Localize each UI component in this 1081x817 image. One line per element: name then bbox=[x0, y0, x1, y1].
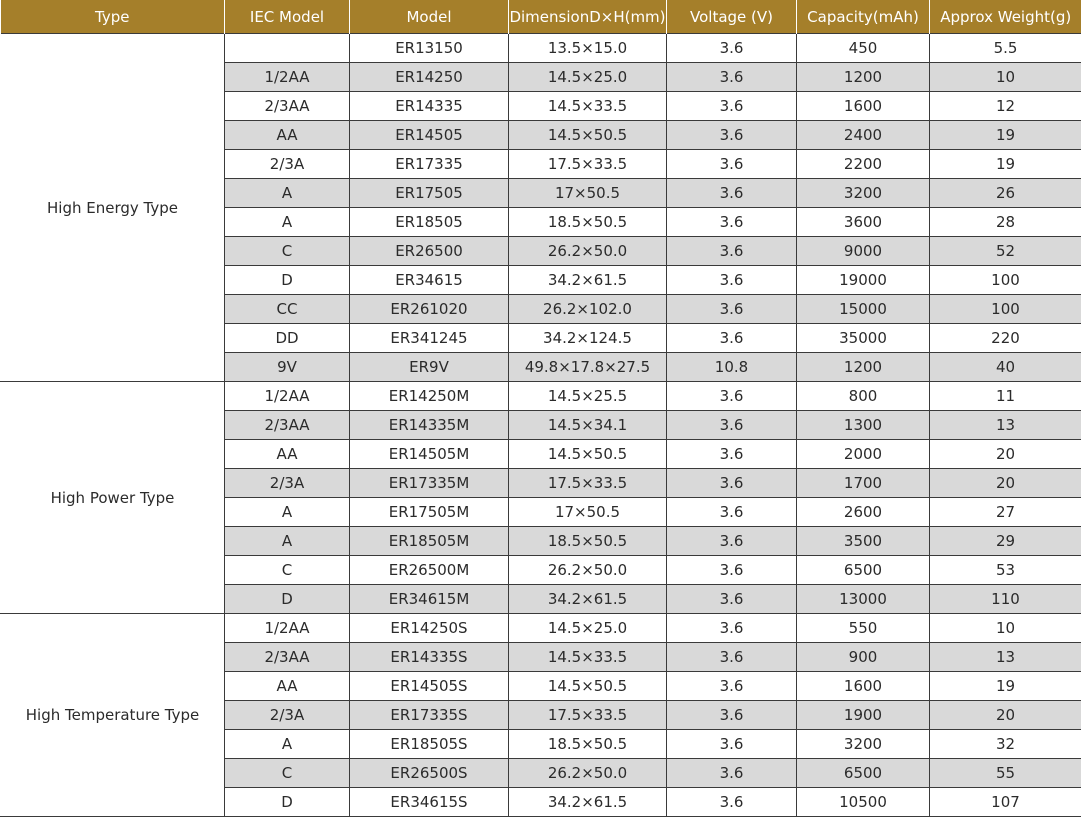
capacity-cell: 3200 bbox=[797, 179, 930, 208]
iec-model-cell: 1/2AA bbox=[225, 382, 350, 411]
model-cell: ER18505S bbox=[350, 730, 509, 759]
voltage-cell: 10.8 bbox=[667, 353, 797, 382]
voltage-cell: 3.6 bbox=[667, 759, 797, 788]
capacity-cell: 1300 bbox=[797, 411, 930, 440]
model-cell: ER26500M bbox=[350, 556, 509, 585]
weight-cell: 10 bbox=[930, 63, 1081, 92]
weight-cell: 40 bbox=[930, 353, 1081, 382]
iec-model-cell: D bbox=[225, 266, 350, 295]
dimension-cell: 18.5×50.5 bbox=[509, 730, 667, 759]
weight-cell: 52 bbox=[930, 237, 1081, 266]
iec-model-cell: 1/2AA bbox=[225, 63, 350, 92]
dimension-cell: 14.5×50.5 bbox=[509, 440, 667, 469]
table-row bbox=[1, 382, 1081, 411]
capacity-cell: 450 bbox=[797, 34, 930, 63]
voltage-cell: 3.6 bbox=[667, 788, 797, 817]
voltage-cell: 3.6 bbox=[667, 614, 797, 643]
weight-cell: 100 bbox=[930, 295, 1081, 324]
header-model: Model bbox=[350, 0, 509, 34]
voltage-cell: 3.6 bbox=[667, 382, 797, 411]
voltage-cell: 3.6 bbox=[667, 150, 797, 179]
model-cell: ER9V bbox=[350, 353, 509, 382]
capacity-cell: 9000 bbox=[797, 237, 930, 266]
iec-model-cell: DD bbox=[225, 324, 350, 353]
weight-cell: 5.5 bbox=[930, 34, 1081, 63]
iec-model-cell: AA bbox=[225, 672, 350, 701]
weight-cell: 20 bbox=[930, 469, 1081, 498]
model-cell: ER14250S bbox=[350, 614, 509, 643]
model-cell: ER18505 bbox=[350, 208, 509, 237]
table-body bbox=[1, 34, 1081, 817]
iec-model-cell: C bbox=[225, 237, 350, 266]
model-cell: ER17335 bbox=[350, 150, 509, 179]
iec-model-cell: A bbox=[225, 498, 350, 527]
voltage-cell: 3.6 bbox=[667, 730, 797, 759]
dimension-cell: 26.2×50.0 bbox=[509, 759, 667, 788]
dimension-cell: 34.2×61.5 bbox=[509, 788, 667, 817]
weight-cell: 32 bbox=[930, 730, 1081, 759]
capacity-cell: 3600 bbox=[797, 208, 930, 237]
dimension-cell: 14.5×33.5 bbox=[509, 92, 667, 121]
iec-model-cell: A bbox=[225, 527, 350, 556]
capacity-cell: 800 bbox=[797, 382, 930, 411]
voltage-cell: 3.6 bbox=[667, 63, 797, 92]
header-weight: Approx Weight(g) bbox=[930, 0, 1081, 34]
weight-cell: 28 bbox=[930, 208, 1081, 237]
voltage-cell: 3.6 bbox=[667, 527, 797, 556]
voltage-cell: 3.6 bbox=[667, 34, 797, 63]
iec-model-cell: AA bbox=[225, 440, 350, 469]
weight-cell: 29 bbox=[930, 527, 1081, 556]
iec-model-cell: A bbox=[225, 208, 350, 237]
voltage-cell: 3.6 bbox=[667, 672, 797, 701]
capacity-cell: 13000 bbox=[797, 585, 930, 614]
weight-cell: 26 bbox=[930, 179, 1081, 208]
weight-cell: 100 bbox=[930, 266, 1081, 295]
iec-model-cell: A bbox=[225, 179, 350, 208]
capacity-cell: 3200 bbox=[797, 730, 930, 759]
iec-model-cell: A bbox=[225, 730, 350, 759]
model-cell: ER261020 bbox=[350, 295, 509, 324]
dimension-cell: 14.5×50.5 bbox=[509, 121, 667, 150]
weight-cell: 19 bbox=[930, 150, 1081, 179]
header-type: Type bbox=[1, 0, 225, 34]
weight-cell: 107 bbox=[930, 788, 1081, 817]
dimension-cell: 26.2×102.0 bbox=[509, 295, 667, 324]
model-cell: ER26500 bbox=[350, 237, 509, 266]
iec-model-cell bbox=[225, 34, 350, 63]
header-voltage: Voltage (V) bbox=[667, 0, 797, 34]
model-cell: ER14335S bbox=[350, 643, 509, 672]
capacity-cell: 900 bbox=[797, 643, 930, 672]
dimension-cell: 14.5×50.5 bbox=[509, 672, 667, 701]
voltage-cell: 3.6 bbox=[667, 701, 797, 730]
voltage-cell: 3.6 bbox=[667, 237, 797, 266]
dimension-cell: 18.5×50.5 bbox=[509, 527, 667, 556]
header-dimension: DimensionD×H(mm) bbox=[509, 0, 667, 34]
model-cell: ER14250M bbox=[350, 382, 509, 411]
weight-cell: 13 bbox=[930, 643, 1081, 672]
capacity-cell: 2600 bbox=[797, 498, 930, 527]
dimension-cell: 14.5×34.1 bbox=[509, 411, 667, 440]
weight-cell: 12 bbox=[930, 92, 1081, 121]
dimension-cell: 26.2×50.0 bbox=[509, 237, 667, 266]
model-cell: ER13150 bbox=[350, 34, 509, 63]
table-header bbox=[1, 0, 1081, 34]
voltage-cell: 3.6 bbox=[667, 295, 797, 324]
dimension-cell: 14.5×25.0 bbox=[509, 63, 667, 92]
model-cell: ER26500S bbox=[350, 759, 509, 788]
model-cell: ER17505M bbox=[350, 498, 509, 527]
capacity-cell: 1700 bbox=[797, 469, 930, 498]
capacity-cell: 550 bbox=[797, 614, 930, 643]
dimension-cell: 14.5×25.5 bbox=[509, 382, 667, 411]
capacity-cell: 3500 bbox=[797, 527, 930, 556]
model-cell: ER18505M bbox=[350, 527, 509, 556]
capacity-cell: 1600 bbox=[797, 672, 930, 701]
weight-cell: 27 bbox=[930, 498, 1081, 527]
model-cell: ER17335S bbox=[350, 701, 509, 730]
header-capacity: Capacity(mAh) bbox=[797, 0, 930, 34]
capacity-cell: 15000 bbox=[797, 295, 930, 324]
iec-model-cell: 2/3A bbox=[225, 469, 350, 498]
dimension-cell: 49.8×17.8×27.5 bbox=[509, 353, 667, 382]
weight-cell: 53 bbox=[930, 556, 1081, 585]
model-cell: ER14335 bbox=[350, 92, 509, 121]
voltage-cell: 3.6 bbox=[667, 208, 797, 237]
iec-model-cell: 2/3AA bbox=[225, 643, 350, 672]
weight-cell: 13 bbox=[930, 411, 1081, 440]
capacity-cell: 6500 bbox=[797, 556, 930, 585]
model-cell: ER17335M bbox=[350, 469, 509, 498]
weight-cell: 20 bbox=[930, 440, 1081, 469]
iec-model-cell: 2/3AA bbox=[225, 92, 350, 121]
type-group-cell: High Power Type bbox=[1, 382, 225, 614]
header-row bbox=[1, 0, 1081, 34]
voltage-cell: 3.6 bbox=[667, 498, 797, 527]
voltage-cell: 3.6 bbox=[667, 556, 797, 585]
iec-model-cell: 2/3AA bbox=[225, 411, 350, 440]
iec-model-cell: 9V bbox=[225, 353, 350, 382]
voltage-cell: 3.6 bbox=[667, 92, 797, 121]
dimension-cell: 26.2×50.0 bbox=[509, 556, 667, 585]
iec-model-cell: AA bbox=[225, 121, 350, 150]
table-row bbox=[1, 34, 1081, 63]
capacity-cell: 2200 bbox=[797, 150, 930, 179]
capacity-cell: 1600 bbox=[797, 92, 930, 121]
iec-model-cell: C bbox=[225, 759, 350, 788]
capacity-cell: 6500 bbox=[797, 759, 930, 788]
dimension-cell: 17.5×33.5 bbox=[509, 701, 667, 730]
weight-cell: 10 bbox=[930, 614, 1081, 643]
iec-model-cell: 2/3A bbox=[225, 150, 350, 179]
table-row bbox=[1, 614, 1081, 643]
model-cell: ER34615M bbox=[350, 585, 509, 614]
iec-model-cell: C bbox=[225, 556, 350, 585]
dimension-cell: 34.2×124.5 bbox=[509, 324, 667, 353]
dimension-cell: 17.5×33.5 bbox=[509, 469, 667, 498]
iec-model-cell: CC bbox=[225, 295, 350, 324]
iec-model-cell: D bbox=[225, 585, 350, 614]
weight-cell: 110 bbox=[930, 585, 1081, 614]
capacity-cell: 10500 bbox=[797, 788, 930, 817]
capacity-cell: 1200 bbox=[797, 63, 930, 92]
model-cell: ER17505 bbox=[350, 179, 509, 208]
dimension-cell: 13.5×15.0 bbox=[509, 34, 667, 63]
weight-cell: 20 bbox=[930, 701, 1081, 730]
type-group-cell: High Energy Type bbox=[1, 34, 225, 382]
capacity-cell: 35000 bbox=[797, 324, 930, 353]
voltage-cell: 3.6 bbox=[667, 440, 797, 469]
iec-model-cell: 1/2AA bbox=[225, 614, 350, 643]
header-iec-model: IEC Model bbox=[225, 0, 350, 34]
weight-cell: 11 bbox=[930, 382, 1081, 411]
model-cell: ER14505 bbox=[350, 121, 509, 150]
model-cell: ER14505M bbox=[350, 440, 509, 469]
dimension-cell: 17×50.5 bbox=[509, 179, 667, 208]
model-cell: ER14505S bbox=[350, 672, 509, 701]
type-group-cell: High Temperature Type bbox=[1, 614, 225, 817]
capacity-cell: 2000 bbox=[797, 440, 930, 469]
model-cell: ER34615S bbox=[350, 788, 509, 817]
voltage-cell: 3.6 bbox=[667, 121, 797, 150]
dimension-cell: 34.2×61.5 bbox=[509, 585, 667, 614]
weight-cell: 19 bbox=[930, 121, 1081, 150]
weight-cell: 220 bbox=[930, 324, 1081, 353]
iec-model-cell: D bbox=[225, 788, 350, 817]
weight-cell: 55 bbox=[930, 759, 1081, 788]
dimension-cell: 34.2×61.5 bbox=[509, 266, 667, 295]
model-cell: ER341245 bbox=[350, 324, 509, 353]
capacity-cell: 19000 bbox=[797, 266, 930, 295]
voltage-cell: 3.6 bbox=[667, 266, 797, 295]
iec-model-cell: 2/3A bbox=[225, 701, 350, 730]
model-cell: ER14335M bbox=[350, 411, 509, 440]
capacity-cell: 1200 bbox=[797, 353, 930, 382]
voltage-cell: 3.6 bbox=[667, 324, 797, 353]
voltage-cell: 3.6 bbox=[667, 469, 797, 498]
model-cell: ER34615 bbox=[350, 266, 509, 295]
voltage-cell: 3.6 bbox=[667, 411, 797, 440]
dimension-cell: 18.5×50.5 bbox=[509, 208, 667, 237]
dimension-cell: 17×50.5 bbox=[509, 498, 667, 527]
dimension-cell: 14.5×33.5 bbox=[509, 643, 667, 672]
voltage-cell: 3.6 bbox=[667, 179, 797, 208]
voltage-cell: 3.6 bbox=[667, 585, 797, 614]
model-cell: ER14250 bbox=[350, 63, 509, 92]
capacity-cell: 1900 bbox=[797, 701, 930, 730]
capacity-cell: 2400 bbox=[797, 121, 930, 150]
dimension-cell: 17.5×33.5 bbox=[509, 150, 667, 179]
voltage-cell: 3.6 bbox=[667, 643, 797, 672]
dimension-cell: 14.5×25.0 bbox=[509, 614, 667, 643]
weight-cell: 19 bbox=[930, 672, 1081, 701]
